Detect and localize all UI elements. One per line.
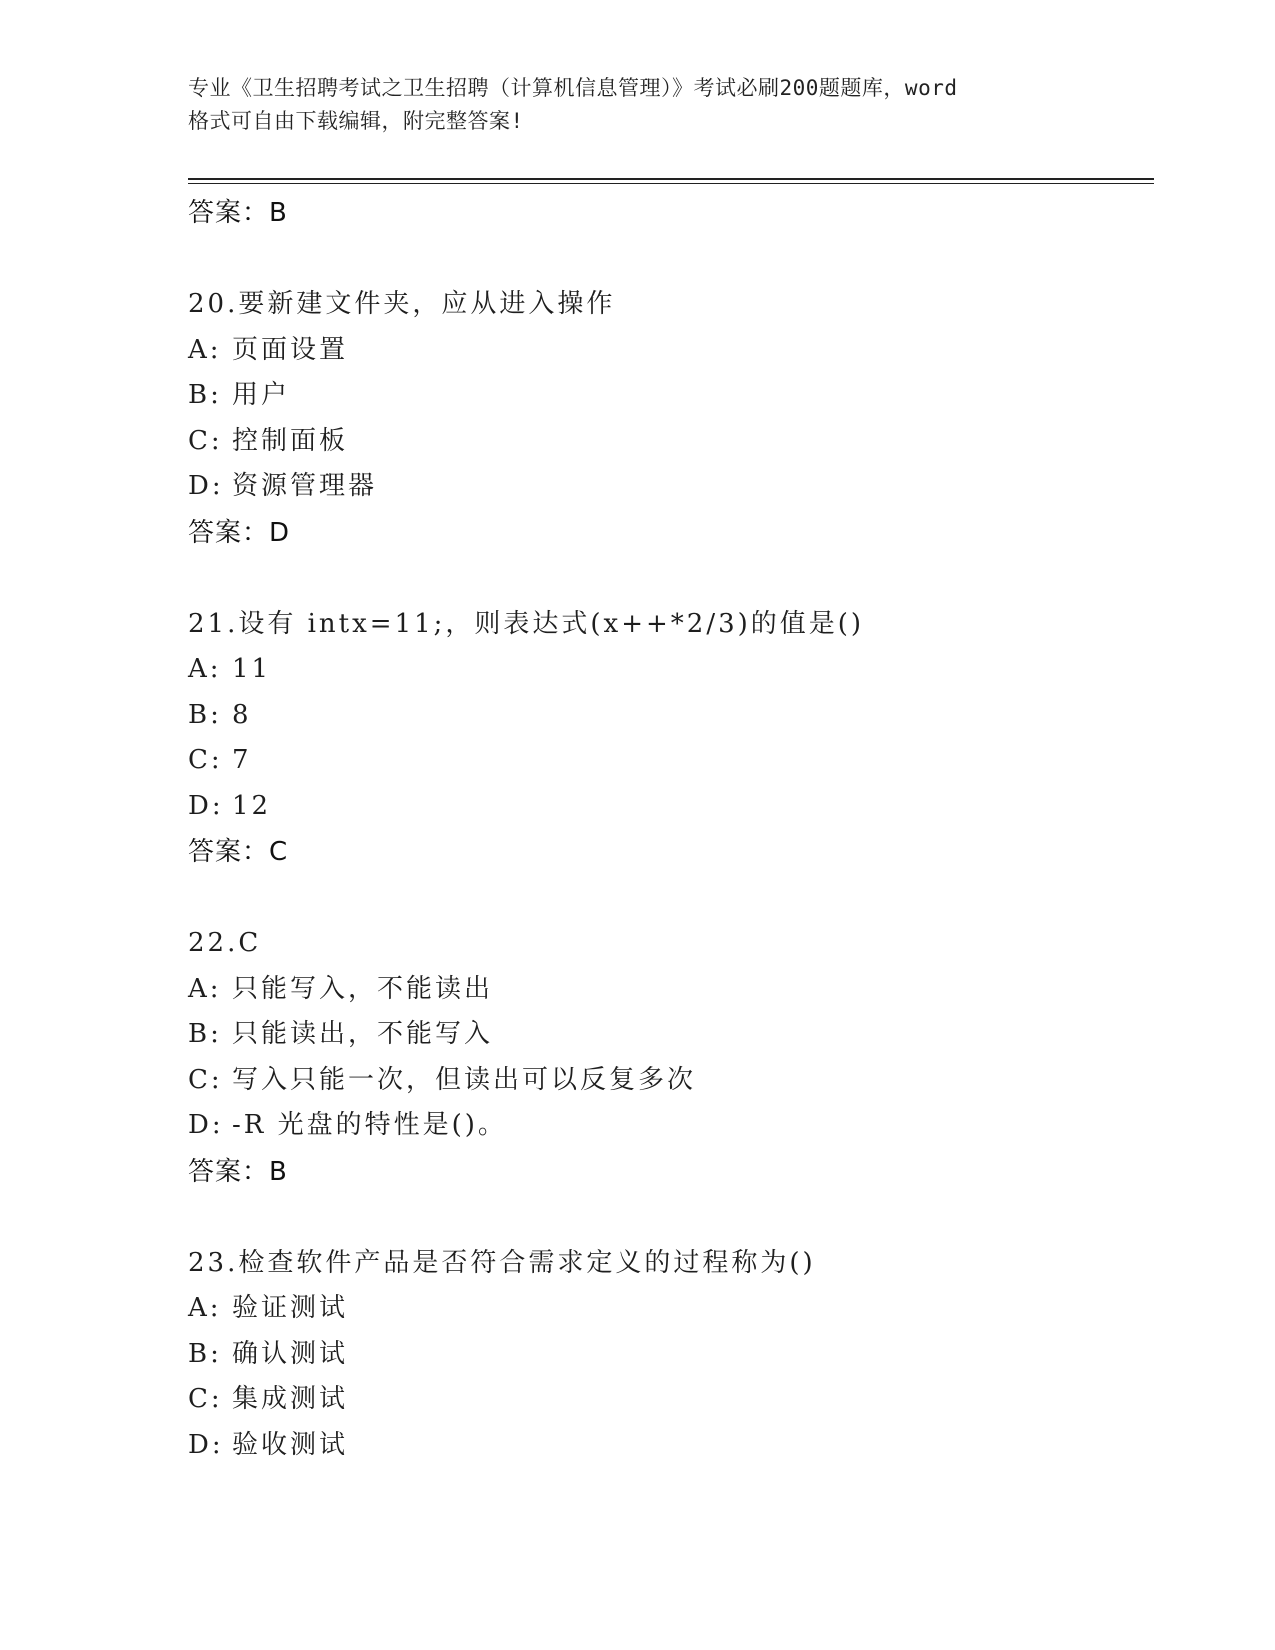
option-letter: A: — [188, 973, 222, 1004]
option-text: 控制面板 — [232, 425, 349, 456]
spacer — [188, 236, 1148, 282]
option-text: 写入只能一次，但读出可以反复多次 — [232, 1064, 697, 1095]
option-d — [188, 1423, 1148, 1469]
option-b — [188, 693, 1148, 739]
option-letter: D: — [188, 471, 224, 501]
answer-line: 答案：B — [188, 198, 288, 228]
option-text: 用户 — [232, 380, 291, 410]
answer-line: 答案：B — [188, 1156, 288, 1187]
question-list — [188, 190, 1148, 1468]
option-a — [188, 647, 1148, 693]
option-letter: B: — [188, 699, 222, 730]
option-c — [188, 1377, 1148, 1423]
option-c — [188, 1058, 1148, 1104]
option-text: 验收测试 — [232, 1429, 349, 1460]
spacer — [188, 556, 1148, 602]
spacer — [188, 1195, 1148, 1241]
option-letter: C: — [188, 1064, 223, 1095]
option-text: 8 — [232, 699, 252, 730]
answer-line: 答案：C — [188, 837, 289, 867]
option-b — [188, 1332, 1148, 1378]
option-letter: C: — [188, 425, 223, 456]
option-letter: A: — [188, 1293, 222, 1323]
option-text: 12 — [232, 790, 272, 821]
option-text: 资源管理器 — [232, 471, 378, 501]
option-letter: D: — [188, 790, 224, 821]
question-stem: 22.C — [188, 928, 262, 958]
option-text: 确认测试 — [232, 1338, 349, 1369]
option-b — [188, 373, 1148, 419]
option-text: 页面设置 — [232, 334, 349, 365]
option-d — [188, 784, 1148, 830]
option-letter: C: — [188, 1384, 223, 1414]
option-text: 集成测试 — [232, 1384, 349, 1414]
question-stem: 20.要新建文件夹，应从进入操作 — [188, 289, 616, 319]
document-header — [188, 72, 1088, 138]
header-line-2: 格式可自由下载编辑，附完整答案! — [188, 109, 524, 133]
question-stem: 23.检查软件产品是否符合需求定义的过程称为() — [188, 1247, 816, 1278]
header-divider-thick — [188, 178, 1154, 180]
option-letter: B: — [188, 1338, 222, 1369]
option-c — [188, 738, 1148, 784]
option-letter: A: — [188, 334, 222, 365]
option-letter: A: — [188, 654, 222, 684]
option-letter: C: — [188, 745, 223, 775]
option-a — [188, 328, 1148, 374]
option-b — [188, 1012, 1148, 1058]
option-text: 11 — [232, 654, 272, 684]
option-text: 验证测试 — [232, 1293, 349, 1323]
option-text: -R 光盘的特性是()。 — [232, 1110, 507, 1140]
header-divider-thin — [188, 183, 1154, 184]
option-d — [188, 1103, 1148, 1149]
option-text: 7 — [232, 745, 252, 775]
header-line-1: 专业《卫生招聘考试之卫生招聘（计算机信息管理）》考试必刷200题题库，word — [188, 76, 958, 100]
option-letter: D: — [188, 1110, 224, 1140]
option-text: 只能写入，不能读出 — [232, 973, 494, 1004]
spacer — [188, 875, 1148, 921]
question-stem: 21.设有 intx=11;，则表达式(x++*2/3)的值是() — [188, 608, 865, 639]
option-letter: D: — [188, 1429, 224, 1460]
option-d — [188, 464, 1148, 510]
option-text: 只能读出，不能写入 — [232, 1019, 494, 1049]
option-letter: B: — [188, 1019, 222, 1049]
option-c — [188, 419, 1148, 465]
answer-line: 答案：D — [188, 517, 291, 548]
option-letter: B: — [188, 380, 222, 410]
option-a — [188, 1286, 1148, 1332]
option-a — [188, 967, 1148, 1013]
